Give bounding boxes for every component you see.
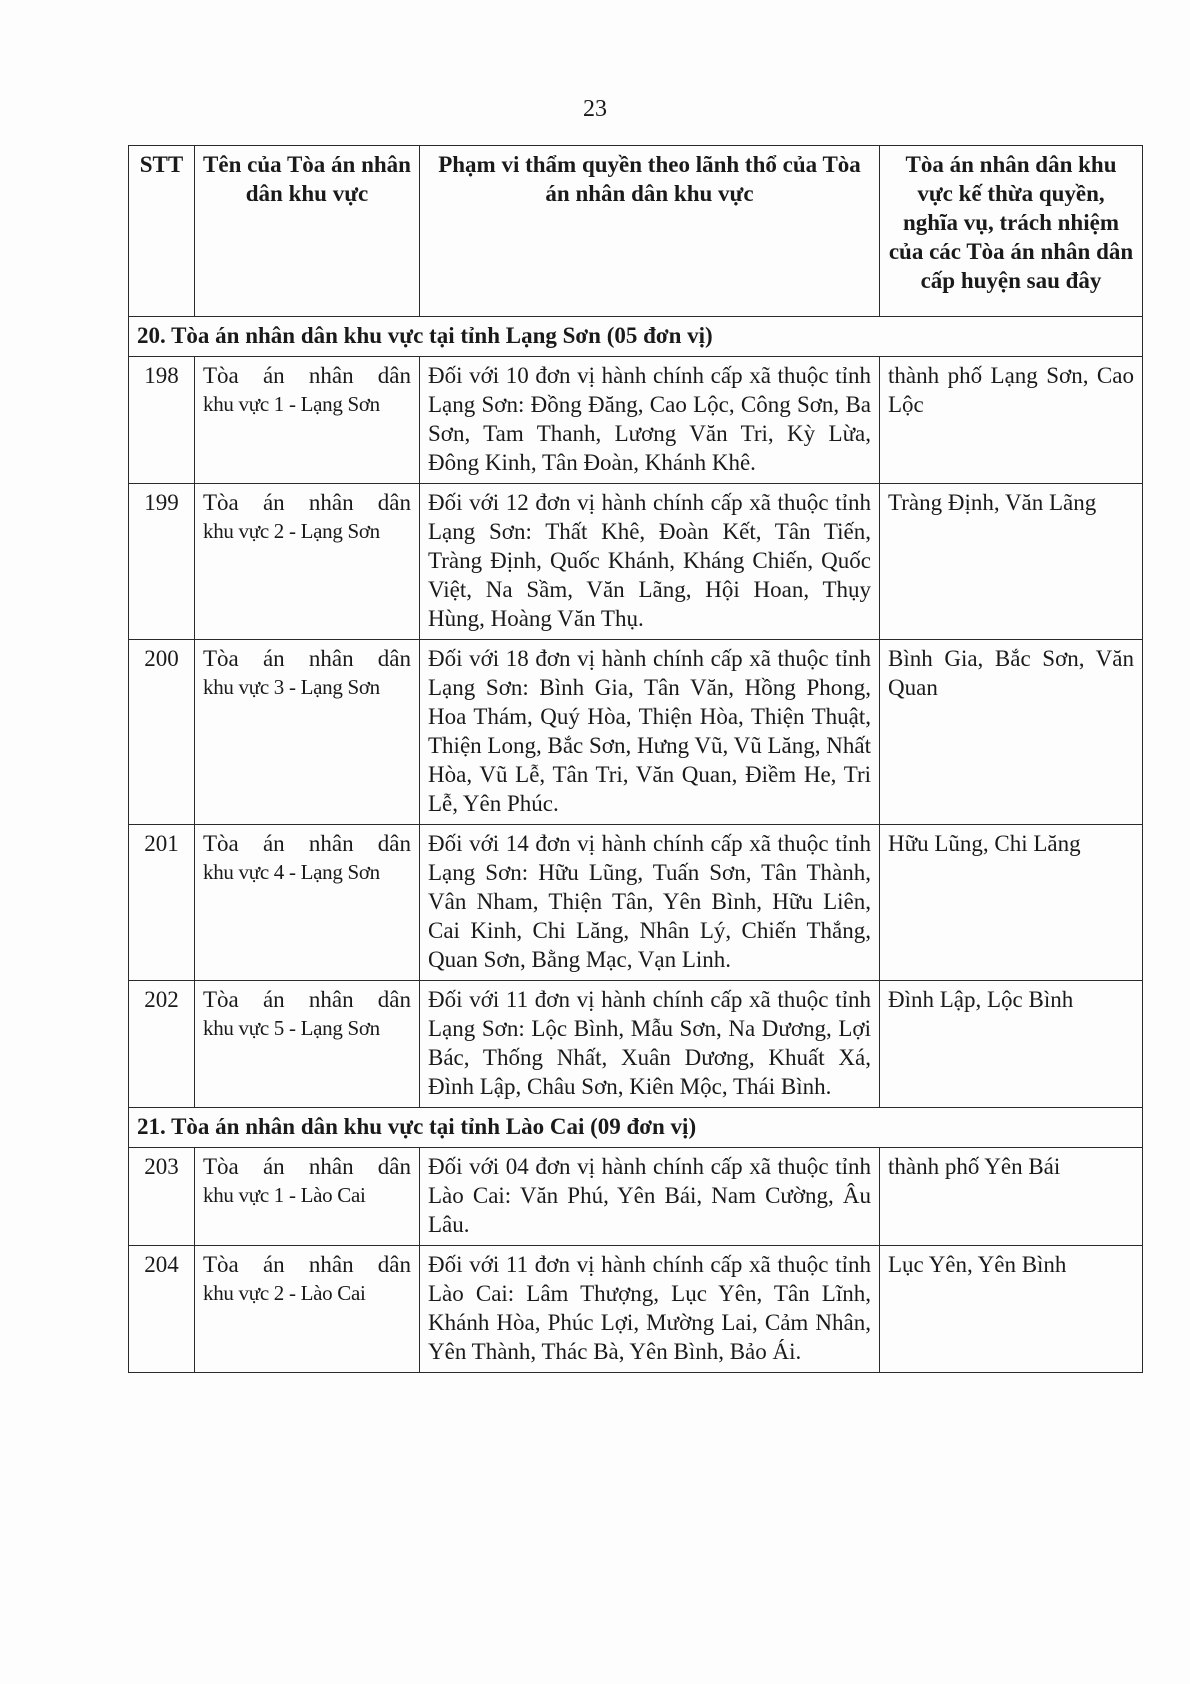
row-successor-courts: Bình Gia, Bắc Sơn, Văn Quan xyxy=(880,640,1143,825)
row-court-name xyxy=(195,357,420,484)
court-name-line2: khu vực 3 - Lạng Sơn xyxy=(203,675,380,699)
court-name-line2: khu vực 4 - Lạng Sơn xyxy=(203,860,380,884)
court-name-line2: khu vực 1 - Lào Cai xyxy=(203,1183,366,1207)
row-court-name xyxy=(195,1246,420,1373)
page-number: 23 xyxy=(583,96,607,122)
row-court-name xyxy=(195,981,420,1108)
section-row xyxy=(129,1108,1143,1148)
table-row xyxy=(129,1148,1143,1246)
table-row xyxy=(129,1246,1143,1373)
court-name-line2: khu vực 5 - Lạng Sơn xyxy=(203,1016,380,1040)
row-court-name xyxy=(195,1148,420,1246)
court-name-line1: Tòa án nhân dân xyxy=(203,831,411,856)
row-territorial-scope: Đối với 10 đơn vị hành chính cấp xã thuộc tỉnh Lạng Sơn: Đồng Đăng, Cao Lộc, Công Sơn, Ba Sơn, Tam Thanh, Lương Văn Tri, Kỳ Lừa, Đông Kinh, Tân Đoàn, Khánh Khê. xyxy=(420,357,880,484)
table-body xyxy=(129,317,1143,1373)
header-territorial-scope: Phạm vi thẩm quyền theo lãnh thổ của Tòa án nhân dân khu vực xyxy=(420,146,880,317)
row-successor-courts: thành phố Yên Bái xyxy=(880,1148,1143,1246)
table-header-row xyxy=(129,146,1143,317)
section-title: 20. Tòa án nhân dân khu vực tại tỉnh Lạng Sơn (05 đơn vị) xyxy=(129,317,1143,357)
court-name-line1: Tòa án nhân dân xyxy=(203,490,411,515)
row-successor-courts: Lục Yên, Yên Bình xyxy=(880,1246,1143,1373)
row-stt: 204 xyxy=(129,1246,195,1373)
row-successor-courts: Tràng Định, Văn Lãng xyxy=(880,484,1143,640)
row-court-name xyxy=(195,484,420,640)
table-row xyxy=(129,981,1143,1108)
table-row xyxy=(129,357,1143,484)
row-territorial-scope: Đối với 11 đơn vị hành chính cấp xã thuộc tỉnh Lào Cai: Lâm Thượng, Lục Yên, Tân Lĩnh, Khánh Hòa, Phúc Lợi, Mường Lai, Cảm Nhân, Yên Thành, Thác Bà, Yên Bình, Bảo Ái. xyxy=(420,1246,880,1373)
court-name-line1: Tòa án nhân dân xyxy=(203,1154,411,1179)
row-stt: 199 xyxy=(129,484,195,640)
row-territorial-scope: Đối với 14 đơn vị hành chính cấp xã thuộc tỉnh Lạng Sơn: Hữu Lũng, Tuấn Sơn, Tân Thành, Vân Nham, Thiện Tân, Yên Bình, Hữu Liên, Cai Kinh, Chi Lăng, Nhân Lý, Chiến Thắng, Quan Sơn, Bằng Mạc, Vạn Linh. xyxy=(420,825,880,981)
row-territorial-scope: Đối với 11 đơn vị hành chính cấp xã thuộc tỉnh Lạng Sơn: Lộc Bình, Mẫu Sơn, Na Dương, Lợi Bác, Thống Nhất, Xuân Dương, Khuất Xá, Đình Lập, Châu Sơn, Kiên Mộc, Thái Bình. xyxy=(420,981,880,1108)
row-court-name xyxy=(195,825,420,981)
court-name-line1: Tòa án nhân dân xyxy=(203,1252,411,1277)
row-successor-courts: Đình Lập, Lộc Bình xyxy=(880,981,1143,1108)
row-successor-courts: Hữu Lũng, Chi Lăng xyxy=(880,825,1143,981)
court-jurisdiction-table xyxy=(128,145,1143,1373)
table-row xyxy=(129,640,1143,825)
court-name-line1: Tòa án nhân dân xyxy=(203,363,411,388)
row-stt: 203 xyxy=(129,1148,195,1246)
row-stt: 200 xyxy=(129,640,195,825)
header-stt: STT xyxy=(129,146,195,317)
court-name-line2: khu vực 2 - Lào Cai xyxy=(203,1281,366,1305)
header-successor-courts: Tòa án nhân dân khu vực kế thừa quyền, nghĩa vụ, trách nhiệm của các Tòa án nhân dân cấp huyện sau đây xyxy=(880,146,1143,317)
row-territorial-scope: Đối với 18 đơn vị hành chính cấp xã thuộc tỉnh Lạng Sơn: Bình Gia, Tân Văn, Hồng Phong, Hoa Thám, Quý Hòa, Thiện Hòa, Thiện Thuật, Thiện Long, Bắc Sơn, Hưng Vũ, Vũ Lăng, Nhất Hòa, Vũ Lễ, Tân Tri, Văn Quan, Điềm He, Tri Lễ, Yên Phúc. xyxy=(420,640,880,825)
row-stt: 198 xyxy=(129,357,195,484)
table-row xyxy=(129,825,1143,981)
court-name-line2: khu vực 1 - Lạng Sơn xyxy=(203,392,380,416)
section-title: 21. Tòa án nhân dân khu vực tại tỉnh Lào Cai (09 đơn vị) xyxy=(129,1108,1143,1148)
court-name-line2: khu vực 2 - Lạng Sơn xyxy=(203,519,380,543)
section-row xyxy=(129,317,1143,357)
table-row xyxy=(129,484,1143,640)
court-name-line1: Tòa án nhân dân xyxy=(203,646,411,671)
court-name-line1: Tòa án nhân dân xyxy=(203,987,411,1012)
row-stt: 202 xyxy=(129,981,195,1108)
row-court-name xyxy=(195,640,420,825)
row-stt: 201 xyxy=(129,825,195,981)
row-territorial-scope: Đối với 12 đơn vị hành chính cấp xã thuộc tỉnh Lạng Sơn: Thất Khê, Đoàn Kết, Tân Tiến, Tràng Định, Quốc Khánh, Kháng Chiến, Quốc Việt, Na Sầm, Văn Lãng, Hội Hoan, Thụy Hùng, Hoàng Văn Thụ. xyxy=(420,484,880,640)
row-successor-courts: thành phố Lạng Sơn, Cao Lộc xyxy=(880,357,1143,484)
row-territorial-scope: Đối với 04 đơn vị hành chính cấp xã thuộc tỉnh Lào Cai: Văn Phú, Yên Bái, Nam Cường, Âu Lâu. xyxy=(420,1148,880,1246)
header-court-name: Tên của Tòa án nhân dân khu vực xyxy=(195,146,420,317)
